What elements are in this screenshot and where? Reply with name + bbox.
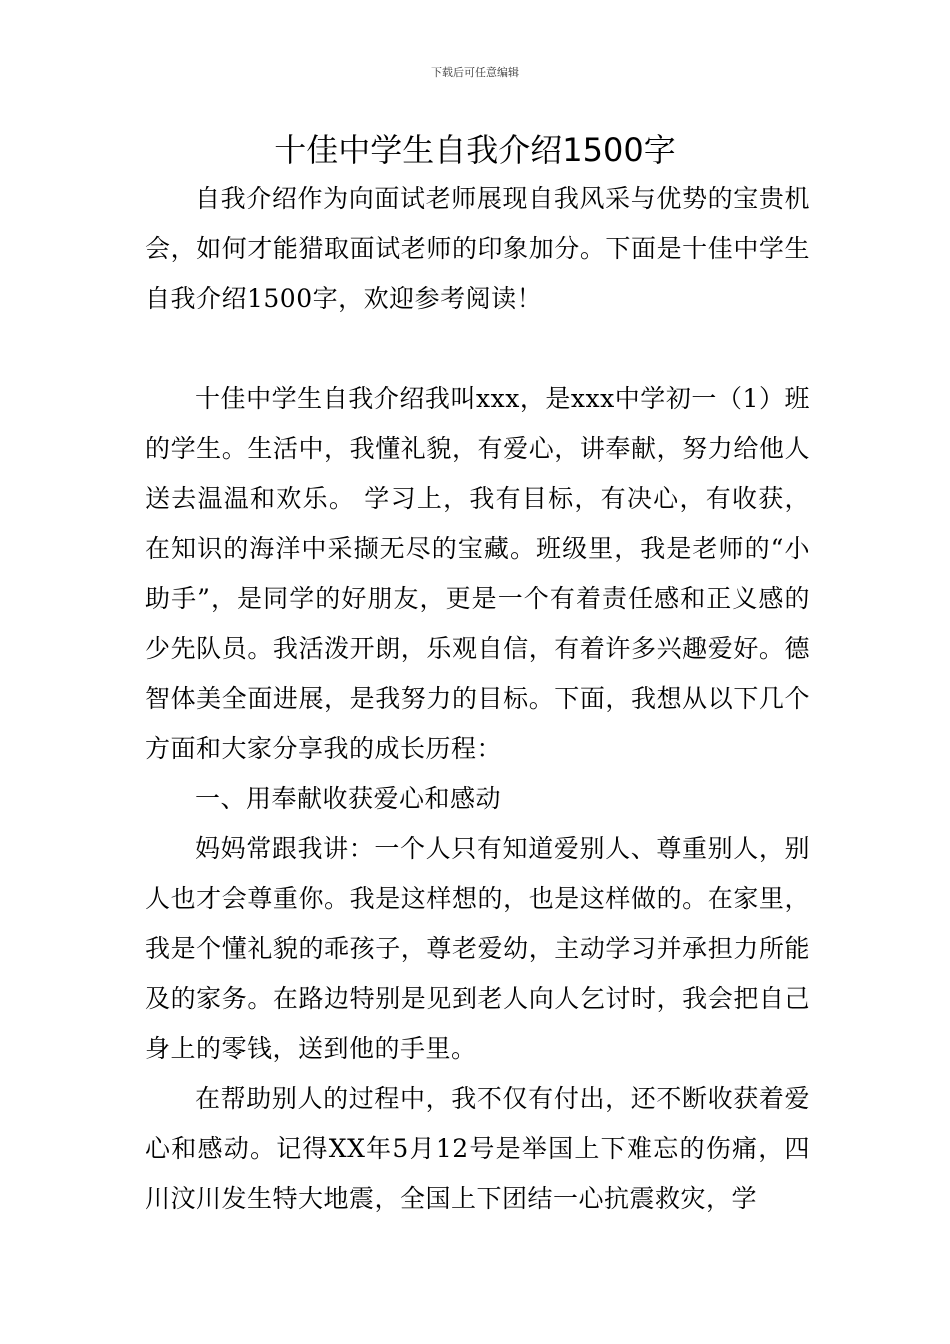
document-title: 十佳中学生自我介绍1500字 [274,131,676,169]
paragraph-self-introduction: 十佳中学生自我介绍我叫xxx，是xxx中学初一（1）班的学生。生活中，我懂礼貌，有爱心，讲奉献，努力给他人送去温温和欢乐。 学习上，我有目标，有决心，有收获，在知识的海洋中采撷无尽的宝藏。班级里，我是老师的“小助手”，是同学的好朋友，更是一个有着责任感和正义感的少先队员。我活泼开朗，乐观自信，有着许多兴趣爱好。德智体美全面进展，是我努力的目标。下面，我想从以下几个方面和大家分享我的成长历程： [145,384,810,763]
paragraph-mother-advice: 妈妈常跟我讲：一个人只有知道爱别人、尊重别人，别人也才会尊重你。我是这样想的，也是这样做的。在家里，我是个懂礼貌的乖孩子，尊老爱幼，主动学习并承担力所能及的家务。在路边特别是见到老人向人乞讨时，我会把自己身上的零钱，送到他的手里。 [145,834,810,1063]
paragraph-helping-others: 在帮助别人的过程中，我不仅有付出，还不断收获着爱心和感动。记得XX年5月12号是举国上下难忘的伤痛，四川汶川发生特大地震，全国上下团结一心抗震救灾，学 [145,1084,810,1213]
header-note: 下载后可任意编辑 [431,66,519,79]
document-body [145,174,810,1224]
paragraph-intro: 自我介绍作为向面试老师展现自我风采与优势的宝贵机会，如何才能猎取面试老师的印象加分。下面是十佳中学生自我介绍1500字，欢迎参考阅读！ [145,184,810,313]
section-heading: 一、用奉献收获爱心和感动 [195,784,502,813]
